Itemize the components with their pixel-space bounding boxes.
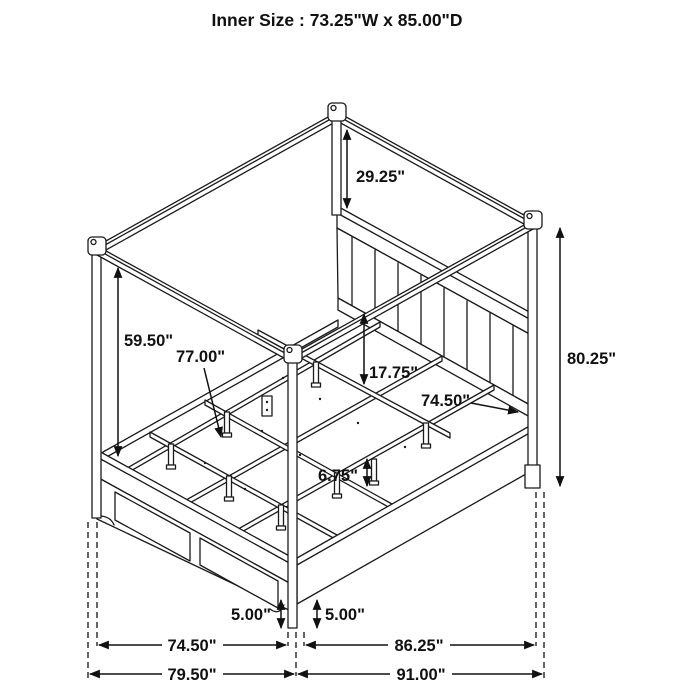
dim-support-leg-label: 6.75"	[318, 467, 358, 485]
bottom-dimension-lines	[90, 645, 542, 674]
corner-block-right	[524, 211, 542, 229]
post-right-foot	[525, 465, 540, 488]
canopy-rail-back-left	[97, 112, 337, 255]
dim-headboard-rail-width-label: 74.50"	[421, 392, 471, 410]
post-front-bracket	[262, 396, 272, 416]
dim-overall-height-label: 80.25"	[567, 350, 617, 368]
dim-front-leg-left-label: 5.00"	[231, 606, 271, 624]
right-side-rail-panel	[297, 424, 533, 604]
dim-inner-width-label: 74.50"	[167, 637, 217, 655]
cross-slat-2	[205, 400, 392, 509]
dim-overall-width-label: 79.50"	[167, 666, 217, 684]
corner-block-back	[328, 103, 346, 121]
dim-post-opening-label: 59.50"	[124, 332, 174, 350]
footboard	[97, 450, 293, 612]
corner-block-front	[284, 345, 302, 363]
dim-canopy-to-headboard-label: 29.25"	[356, 168, 406, 186]
dim-slat-rail-label: 77.00"	[176, 348, 226, 366]
post-right	[528, 226, 537, 467]
inner-size-title: Inner Size : 73.25"W x 85.00"D	[211, 10, 463, 30]
dim-headboard-to-slat-label: 17.75"	[369, 364, 419, 382]
post-left	[92, 252, 101, 518]
dim-overall-depth-label: 91.00"	[396, 666, 446, 684]
corner-block-left	[88, 237, 106, 255]
post-back	[332, 118, 341, 215]
dim-inner-depth-label: 86.25"	[394, 637, 444, 655]
dim-front-leg-right-label: 5.00"	[325, 606, 365, 624]
post-front	[288, 360, 297, 628]
